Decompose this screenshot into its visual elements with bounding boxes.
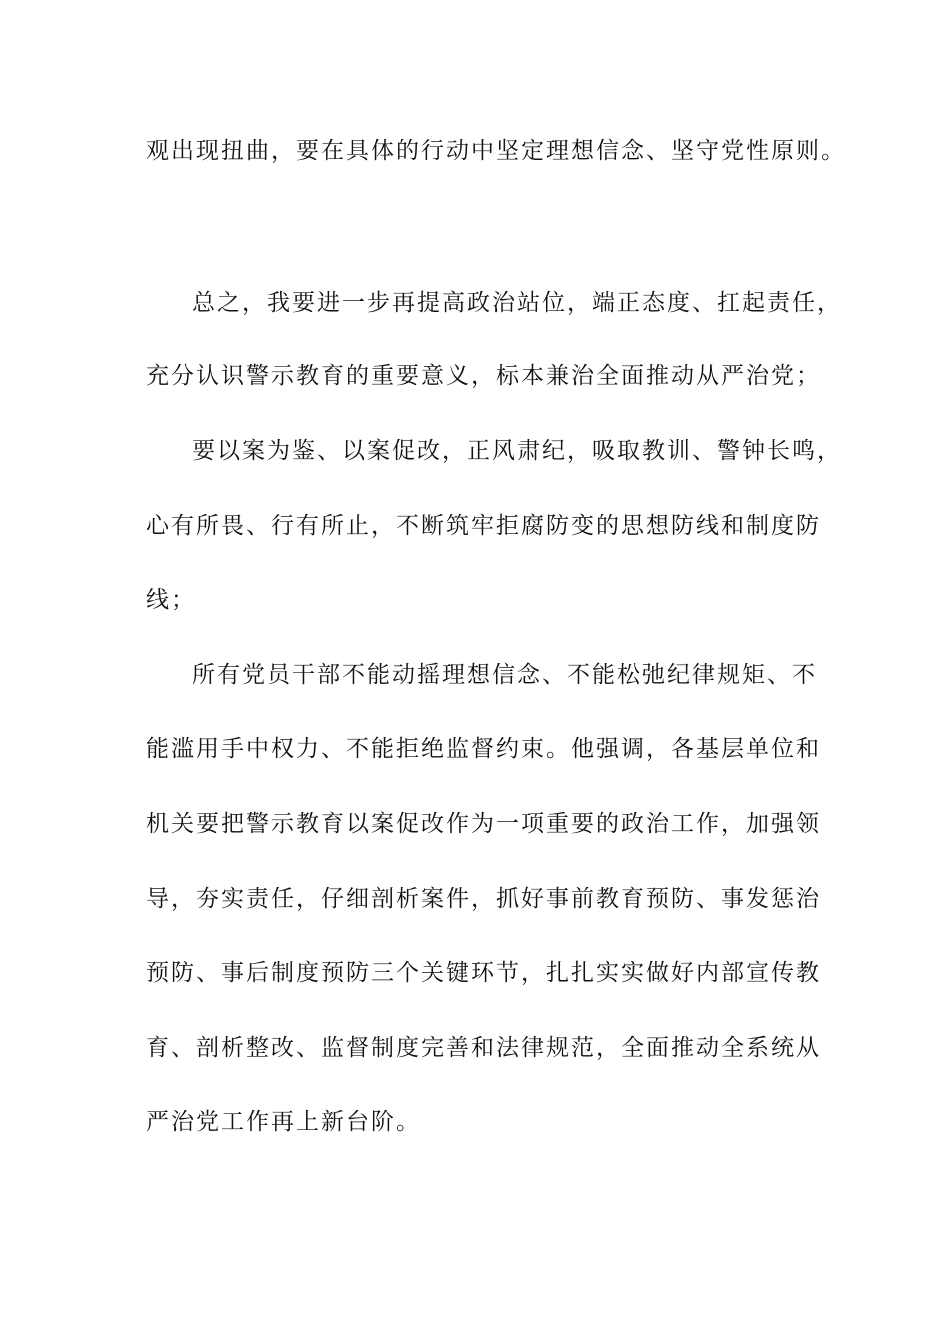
text-line: 充分认识警示教育的重要意义，标本兼治全面推动从严治党； xyxy=(146,363,821,389)
text-line: 心有所畏、行有所止，不断筑牢拒腐防变的思想防线和制度防 xyxy=(146,513,821,539)
text-line: 育、剖析整改、监督制度完善和法律规范，全面推动全系统从 xyxy=(146,1035,821,1061)
text-line: 线； xyxy=(146,587,196,613)
text-line: 能滥用手中权力、不能拒绝监督约束。他强调，各基层单位和 xyxy=(146,736,821,762)
text-line: 严治党工作再上新台阶。 xyxy=(146,1109,421,1135)
text-line: 机关要把警示教育以案促改作为一项重要的政治工作，加强领 xyxy=(146,811,821,837)
paragraph-start-line: 所有党员干部不能动摇理想信念、不能松弛纪律规矩、不 xyxy=(192,662,817,688)
text-line: 预防、事后制度预防三个关键环节，扎扎实实做好内部宣传教 xyxy=(146,960,821,986)
paragraph-start-line: 要以案为鉴、以案促改，正风肃纪，吸取教训、警钟长鸣， xyxy=(192,438,842,464)
text-line: 观出现扭曲，要在具体的行动中坚定理想信念、坚守党性原则。 xyxy=(146,138,846,164)
text-line: 导，夯实责任，仔细剖析案件，抓好事前教育预防、事发惩治 xyxy=(146,886,821,912)
paragraph-start-line: 总之，我要进一步再提高政治站位，端正态度、扛起责任， xyxy=(192,290,842,316)
